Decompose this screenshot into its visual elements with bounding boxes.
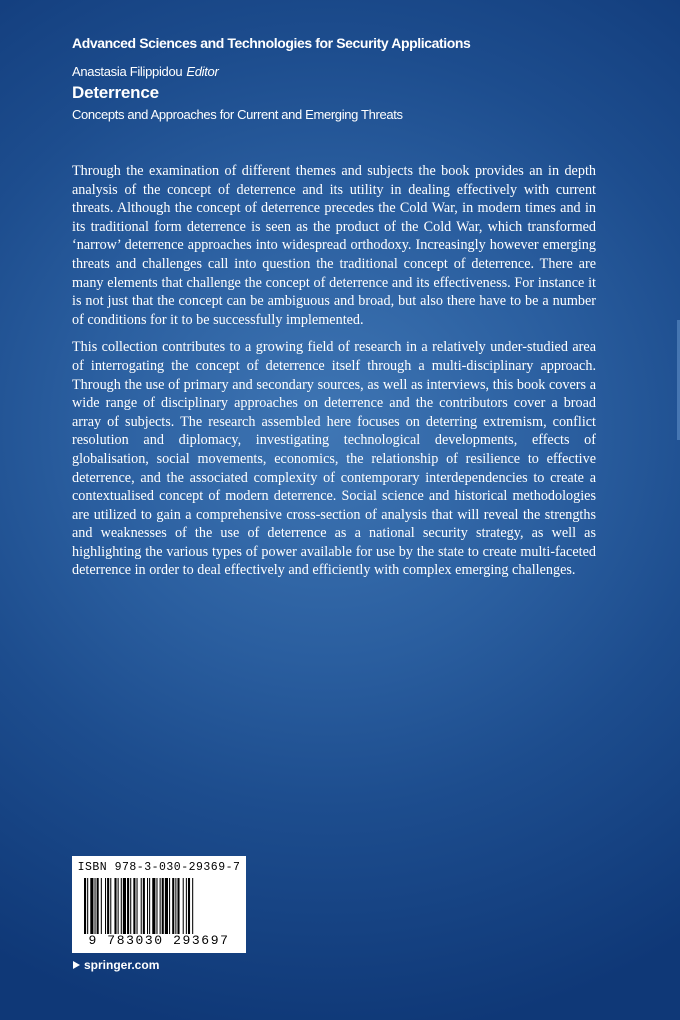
barcode-bar — [121, 878, 122, 934]
barcode-bar — [186, 878, 187, 934]
isbn-label: ISBN 978-3-030-29369-7 — [77, 861, 241, 874]
barcode-bar — [175, 878, 176, 934]
barcode-bar — [172, 878, 174, 934]
barcode-bar — [169, 878, 170, 934]
blurb-paragraph-2: This collection contributes to a growing field of research in a relatively under-studied area of interrogating the concept of deterrence itself through a multi-disciplinary approach. Through the use of primary and secondary sources, as well as interviews, this book covers a wide range of disciplinary approaches on deterrence and the contributors cover a broad array of subjects. The research assembled here focuses on deterring extremism, conflict resolution and diplomacy, investigating technological developments, effects of globalisation, social movements, economics, the relationship of resilience to effective deterrence, and the associated complexity of contemporary interdependencies to create a contextualised concept of modern deterrence. Social science and historical methodologies are utilized to gain a comprehensive cross-section of analysis that will reveal the strengths and weaknesses of the use of deterrence as a national security strategy, as well as highlighting the various types of power available for use by the state to create multi-faceted deterrence in order to deal effectively and efficiently with complex emerging challenges. — [72, 339, 596, 579]
barcode-bar — [152, 878, 155, 934]
isbn-barcode — [72, 856, 246, 953]
barcode-bar — [101, 878, 102, 934]
barcode-bar — [143, 878, 145, 934]
barcode-bar — [183, 878, 184, 934]
editor-line — [72, 63, 632, 81]
cover-header — [72, 33, 632, 124]
barcode-bar — [127, 878, 129, 934]
barcode-bar — [141, 878, 142, 934]
barcode-bar — [162, 878, 164, 934]
barcode-bar — [133, 878, 135, 934]
barcode-bar — [105, 878, 106, 934]
book-title: Deterrence — [72, 83, 159, 102]
series-title: Advanced Sciences and Technologies for Security Applications — [72, 35, 471, 51]
editor-role: Editor — [186, 64, 219, 79]
book-subtitle: Concepts and Approaches for Current and Emerging Threats — [72, 107, 403, 122]
barcode-bar — [118, 878, 119, 934]
publisher-link[interactable] — [72, 958, 159, 972]
barcode-bar — [149, 878, 150, 934]
barcode-bar — [137, 878, 138, 934]
barcode-bar — [156, 878, 157, 934]
blurb — [72, 162, 596, 589]
barcode-bar — [84, 878, 86, 934]
barcode-bar — [188, 878, 190, 934]
publisher-link-text: springer.com — [84, 958, 160, 972]
barcode-bar — [95, 878, 96, 934]
barcode-bars — [84, 878, 234, 934]
barcode-bar — [107, 878, 109, 934]
barcode-bar — [97, 878, 99, 934]
editor-name: Anastasia Filippidou — [72, 64, 183, 79]
barcode-bar — [165, 878, 168, 934]
barcode-bar — [177, 878, 179, 934]
barcode-bar — [147, 878, 148, 934]
barcode-bar — [192, 878, 193, 934]
barcode-bar — [160, 878, 161, 934]
barcode-bar — [123, 878, 126, 934]
barcode-bar — [130, 878, 131, 934]
arrow-right-icon — [72, 960, 81, 970]
barcode-digits: 9 783030 293697 — [88, 933, 230, 948]
barcode-bar — [114, 878, 116, 934]
blurb-paragraph-1: Through the examination of different themes and subjects the book provides an in depth analysis of the concept of deterrence and its utility in dealing effectively with current threats. Although the concept of deterrence precedes the Cold War, in modern times and in its traditional form deterrence is seen as the product of the Cold War, which transformed ‘narrow’ deterrence approaches into widespread orthodoxy. Increasingly however emerging threats and challenges call into question the traditional concept of deterrence. There are many elements that challenge the concept of deterrence and its effectiveness. For instance it is not just that the concept can be ambiguous and broad, but also there have to be a number of conditions for it to be successfully implemented. — [72, 163, 596, 328]
barcode-bar — [90, 878, 93, 934]
barcode-bar — [87, 878, 88, 934]
barcode-bar — [110, 878, 111, 934]
